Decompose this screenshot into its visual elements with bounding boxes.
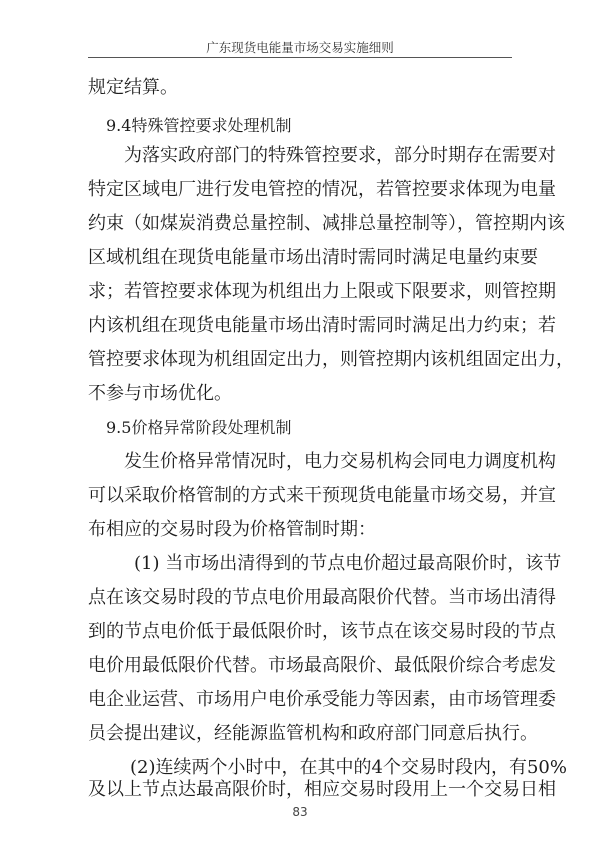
text-line: 特定区域电厂进行发电管控的情况，若管控要求体现为电量 [88,179,556,200]
text-line: 求；若管控要求体现为机组出力上限或下限要求，则管控期 [88,281,556,302]
text-line: 员会提出建议，经能源监管机构和政府部门同意后执行。 [88,723,538,744]
text-line: 布相应的交易时段为价格管制时期： [88,519,376,540]
text-line: 发生价格异常情况时，电力交易机构会同电力调度机构 [124,451,556,472]
page-number: 83 [292,805,308,819]
text-line: 为落实政府部门的特殊管控要求，部分时期存在需要对 [124,145,556,166]
list-item-1: (1) 当市场出清得到的节点电价超过最高限价时，该节 [134,553,562,574]
text-line: 管控要求体现为机组固定出力，则管控期内该机组固定出力， [88,349,574,370]
list-item-2: (2)连续两个小时中，在其中的4个交易时段内，有50% [130,757,567,778]
header-rule [88,57,512,58]
running-header: 广东现货电能量市场交易实施细则 [206,40,394,55]
text-line: 规定结算。 [88,77,178,98]
text-line: 电价用最低限价代替。市场最高限价、最低限价综合考虑发 [88,655,556,676]
section-heading-9-5: 9.5价格异常阶段处理机制 [106,418,292,437]
text-line: 电企业运营、市场用户电价承受能力等因素，由市场管理委 [88,689,556,710]
text-line: 约束（如煤炭消费总量控制、减排总量控制等），管控期内该 [88,213,565,234]
text-line: 区域机组在现货电能量市场出清时需同时满足电量约束要 [88,247,538,268]
text-line: 点在该交易时段的节点电价用最高限价代替。当市场出清得 [88,587,556,608]
text-line: 不参与市场优化。 [88,383,232,404]
section-heading-9-4: 9.4特殊管控要求处理机制 [106,116,292,135]
text-line: 到的节点电价低于最低限价时，该节点在该交易时段的节点 [88,621,556,642]
text-line: 内该机组在现货电能量市场出清时需同时满足出力约束；若 [88,315,556,336]
text-line: 可以采取价格管制的方式来干预现货电能量市场交易，并宣 [88,485,556,506]
text-line: 及以上节点达最高限价时，相应交易时段用上一个交易日相 [88,779,556,800]
